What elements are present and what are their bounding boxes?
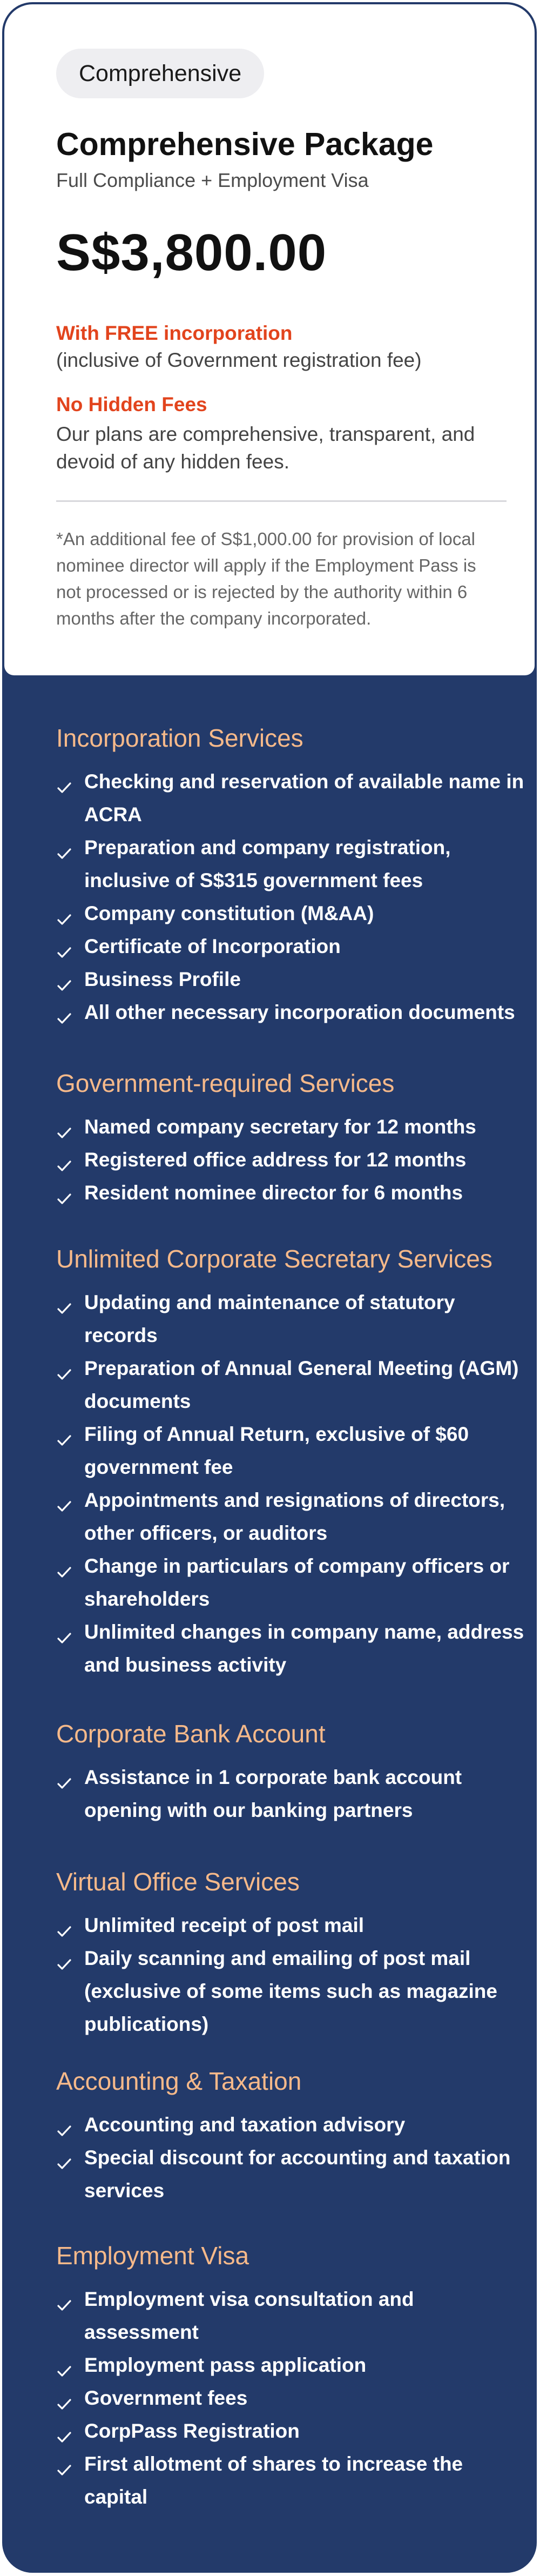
feature-item-label: Named company secretary for 12 months	[84, 1116, 476, 1138]
package-price: S$3,800.00	[56, 224, 327, 281]
check-icon	[56, 1949, 72, 1965]
feature-item-label: Employment pass application	[84, 2354, 367, 2376]
section-incorporation-services	[56, 722, 531, 1029]
feature-item-label: Assistance in 1 corporate bank account opening with our banking partners	[84, 1766, 462, 1821]
feature-item-label: Unlimited receipt of post mail	[84, 1914, 364, 1936]
check-icon	[56, 1425, 72, 1441]
check-icon	[56, 1491, 72, 1507]
check-icon	[56, 1768, 72, 1785]
check-icon	[56, 1623, 72, 1639]
section-virtual-office-services	[56, 1866, 531, 2041]
feature-item-label: Preparation of Annual General Meeting (AGM) documents	[84, 1357, 519, 1412]
section-title: Employment Visa	[56, 2242, 249, 2270]
feature-item	[56, 2141, 531, 2207]
section-title: Government-required Services	[56, 1069, 395, 1097]
check-icon	[56, 937, 72, 954]
package-summary	[4, 4, 535, 675]
free-incorporation-text: (inclusive of Government registration fee)	[56, 349, 422, 371]
check-icon	[56, 1003, 72, 1019]
feature-item-label: Checking and reservation of available name in ACRA	[84, 770, 524, 826]
feature-item	[56, 2447, 531, 2513]
check-icon	[56, 838, 72, 855]
check-icon	[56, 1557, 72, 1573]
divider	[56, 500, 507, 502]
feature-item-label: Filing of Annual Return, exclusive of $60 government fee	[84, 1423, 469, 1478]
package-title: Comprehensive Package	[56, 126, 434, 162]
section-items	[56, 1761, 531, 1827]
feature-item	[56, 1110, 531, 1143]
section-items	[56, 2108, 531, 2207]
feature-item-label: CorpPass Registration	[84, 2420, 300, 2442]
feature-item-label: All other necessary incorporation documents	[84, 1001, 515, 1023]
feature-item	[56, 1761, 531, 1827]
section-government-required-services	[56, 1067, 531, 1209]
check-icon	[56, 904, 72, 921]
feature-item-label: Certificate of Incorporation	[84, 935, 341, 957]
feature-item-label: Preparation and company registration, inclusive of S$315 government fees	[84, 836, 451, 891]
section-accounting-taxation	[56, 2065, 531, 2207]
feature-item-label: First allotment of shares to increase the capital	[84, 2453, 463, 2508]
feature-item	[56, 831, 531, 897]
check-icon	[56, 2389, 72, 2405]
check-icon	[56, 2149, 72, 2165]
feature-item	[56, 765, 531, 831]
section-title: Unlimited Corporate Secretary Services	[56, 1245, 492, 1273]
feature-item-label: Accounting and taxation advisory	[84, 2114, 406, 2136]
feature-item-label: Resident nominee director for 6 months	[84, 1182, 463, 1204]
feature-item	[56, 1615, 531, 1681]
check-icon	[56, 773, 72, 789]
feature-item-label: Unlimited changes in company name, address and business activity	[84, 1621, 524, 1676]
check-icon	[56, 970, 72, 987]
feature-item	[56, 2108, 531, 2141]
feature-item	[56, 1484, 531, 1549]
feature-item	[56, 1286, 531, 1352]
feature-item-label: Company constitution (M&AA)	[84, 902, 374, 924]
free-incorporation-title: With FREE incorporation	[56, 322, 293, 344]
check-icon	[56, 2455, 72, 2471]
feature-item-label: Daily scanning and emailing of post mail (exclusive of some items such as magazine publications)	[84, 1947, 497, 2035]
feature-item-label: Employment visa consultation and assessment	[84, 2288, 414, 2343]
feature-item-label: Change in particulars of company officers or shareholders	[84, 1555, 510, 1610]
section-items	[56, 2283, 531, 2513]
section-items	[56, 765, 531, 1029]
feature-item-label: Business Profile	[84, 968, 241, 990]
feature-item	[56, 1143, 531, 1176]
feature-item	[56, 1176, 531, 1209]
section-unlimited-corporate-secretary-services	[56, 1243, 531, 1681]
no-hidden-fees-title: No Hidden Fees	[56, 393, 207, 415]
feature-item	[56, 1549, 531, 1615]
check-icon	[56, 1916, 72, 1933]
feature-item	[56, 2414, 531, 2447]
check-icon	[56, 2116, 72, 2132]
check-icon	[56, 1118, 72, 1134]
feature-item	[56, 2382, 531, 2414]
check-icon	[56, 1293, 72, 1310]
plan-badge: Comprehensive	[56, 49, 264, 98]
section-employment-visa	[56, 2239, 531, 2513]
check-icon	[56, 1184, 72, 1200]
section-title: Incorporation Services	[56, 724, 303, 752]
feature-item	[56, 996, 531, 1029]
feature-item-label: Special discount for accounting and taxation services	[84, 2146, 511, 2202]
section-items	[56, 1286, 531, 1681]
feature-item-label: Registered office address for 12 months	[84, 1149, 467, 1171]
check-icon	[56, 2422, 72, 2438]
package-card	[2, 2, 537, 2573]
section-corporate-bank-account	[56, 1718, 531, 1827]
section-title: Corporate Bank Account	[56, 1720, 326, 1748]
check-icon	[56, 1359, 72, 1376]
check-icon	[56, 1151, 72, 1167]
check-icon	[56, 2290, 72, 2306]
feature-item	[56, 1418, 531, 1484]
feature-item	[56, 930, 531, 963]
feature-item	[56, 963, 531, 996]
check-icon	[56, 2356, 72, 2372]
feature-item	[56, 2283, 531, 2349]
feature-item	[56, 897, 531, 930]
section-items	[56, 1110, 531, 1209]
section-items	[56, 1909, 531, 2041]
no-hidden-fees-text: Our plans are comprehensive, transparent, and devoid of any hidden fees.	[56, 423, 475, 473]
section-title: Virtual Office Services	[56, 1868, 300, 1896]
section-title: Accounting & Taxation	[56, 2067, 302, 2095]
nominee-fee-note: *An additional fee of S$1,000.00 for provision of local nominee director will apply if the Employment Pass is not processed or is rejected by the authority within 6 months after the company incorporated.	[56, 529, 476, 628]
feature-item	[56, 1352, 531, 1418]
feature-item	[56, 1909, 531, 1942]
feature-item	[56, 2349, 531, 2382]
package-subtitle: Full Compliance + Employment Visa	[56, 169, 369, 191]
feature-item-label: Appointments and resignations of directors, other officers, or auditors	[84, 1489, 505, 1544]
feature-item	[56, 1942, 531, 2041]
feature-item-label: Updating and maintenance of statutory records	[84, 1291, 455, 1346]
feature-item-label: Government fees	[84, 2387, 248, 2409]
